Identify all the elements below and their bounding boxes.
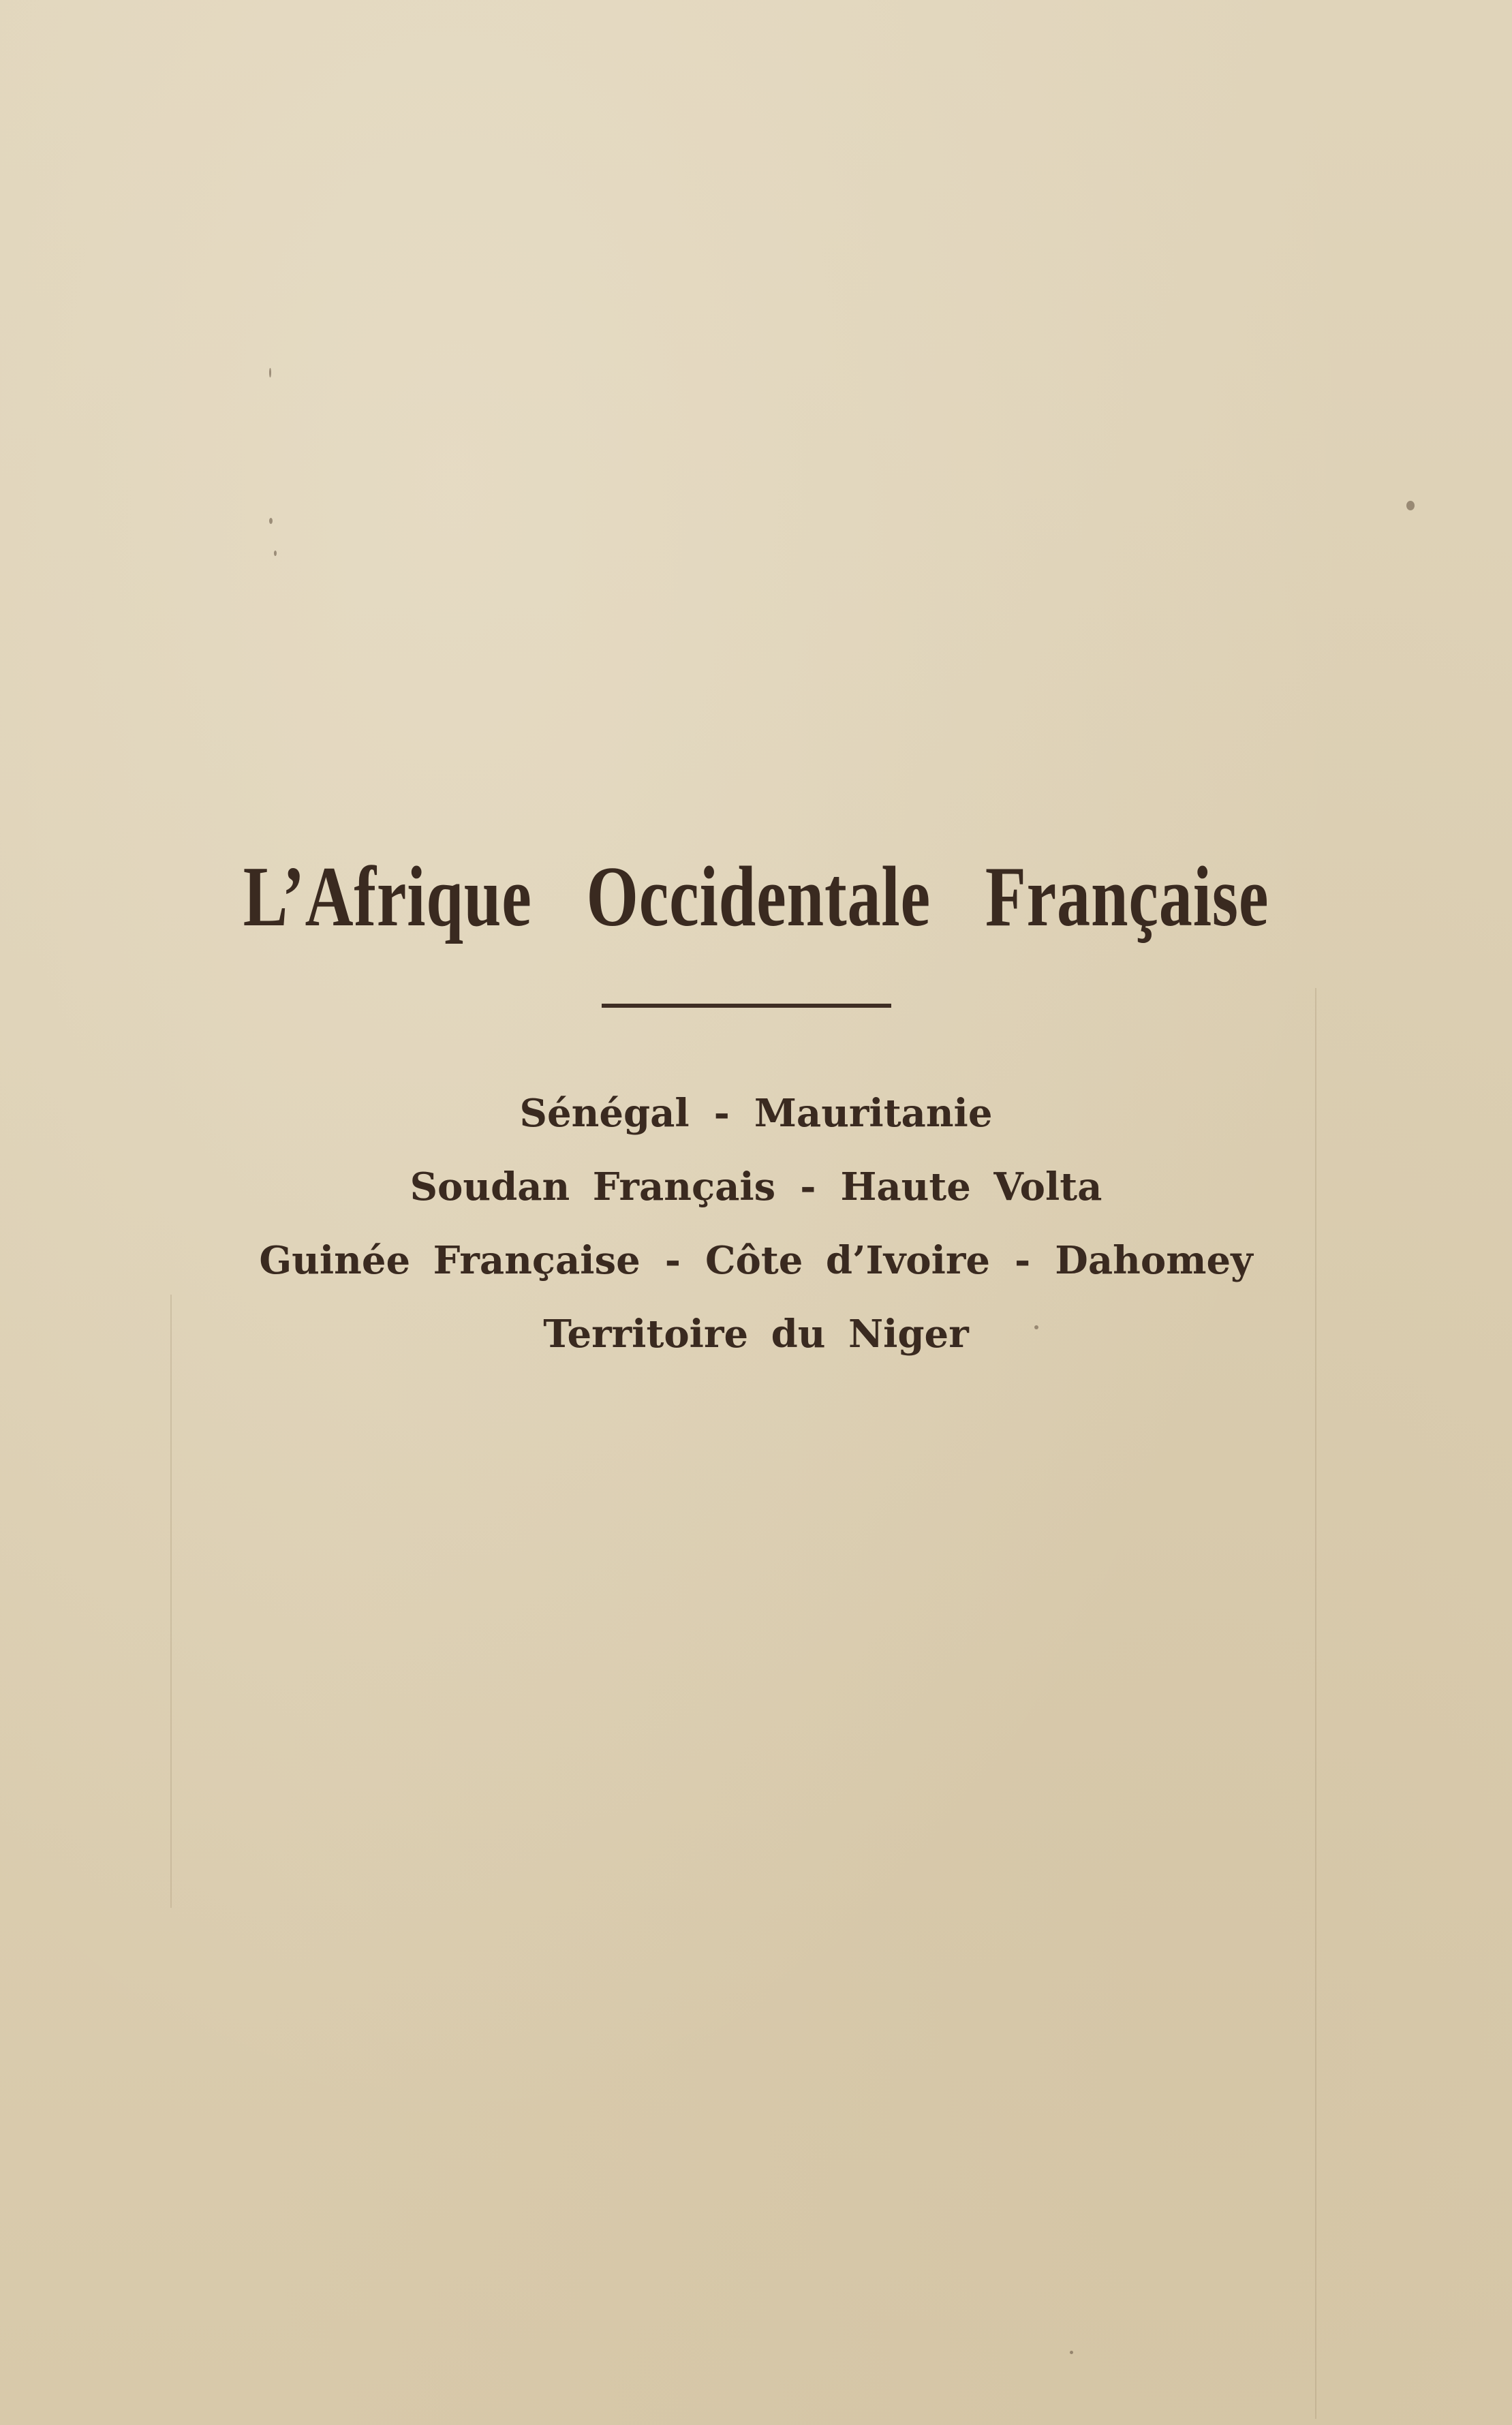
territory-soudan: Soudan Français (410, 1164, 776, 1209)
paper-speck (274, 551, 277, 556)
separator: - (1015, 1238, 1031, 1283)
paper-speck (269, 518, 273, 524)
paper-crease (170, 1295, 172, 1908)
separator: - (664, 1238, 681, 1283)
territory-line-4 (0, 1297, 1512, 1371)
territory-haute-volta: Haute Volta (840, 1164, 1102, 1209)
separator: - (713, 1091, 730, 1136)
paper-speck (1070, 2351, 1073, 2354)
territory-list (0, 1077, 1512, 1371)
territory-line-2 (0, 1150, 1512, 1224)
territory-cote-divoire: Côte d’Ivoire (705, 1238, 991, 1283)
territory-guinee: Guinée Française (259, 1238, 641, 1283)
territory-niger: Territoire du Niger (543, 1312, 969, 1357)
territory-dahomey: Dahomey (1055, 1238, 1253, 1283)
separator: - (800, 1164, 816, 1209)
page-title: L’Afrique Occidentale Française (243, 850, 1269, 944)
territory-senegal: Sénégal (519, 1091, 690, 1136)
territory-mauritanie: Mauritanie (754, 1091, 993, 1136)
title-underline (602, 1004, 891, 1008)
territory-line-1 (0, 1077, 1512, 1150)
paper-speck (1406, 501, 1415, 510)
territory-line-3 (0, 1224, 1512, 1297)
paper-speck (269, 368, 271, 377)
